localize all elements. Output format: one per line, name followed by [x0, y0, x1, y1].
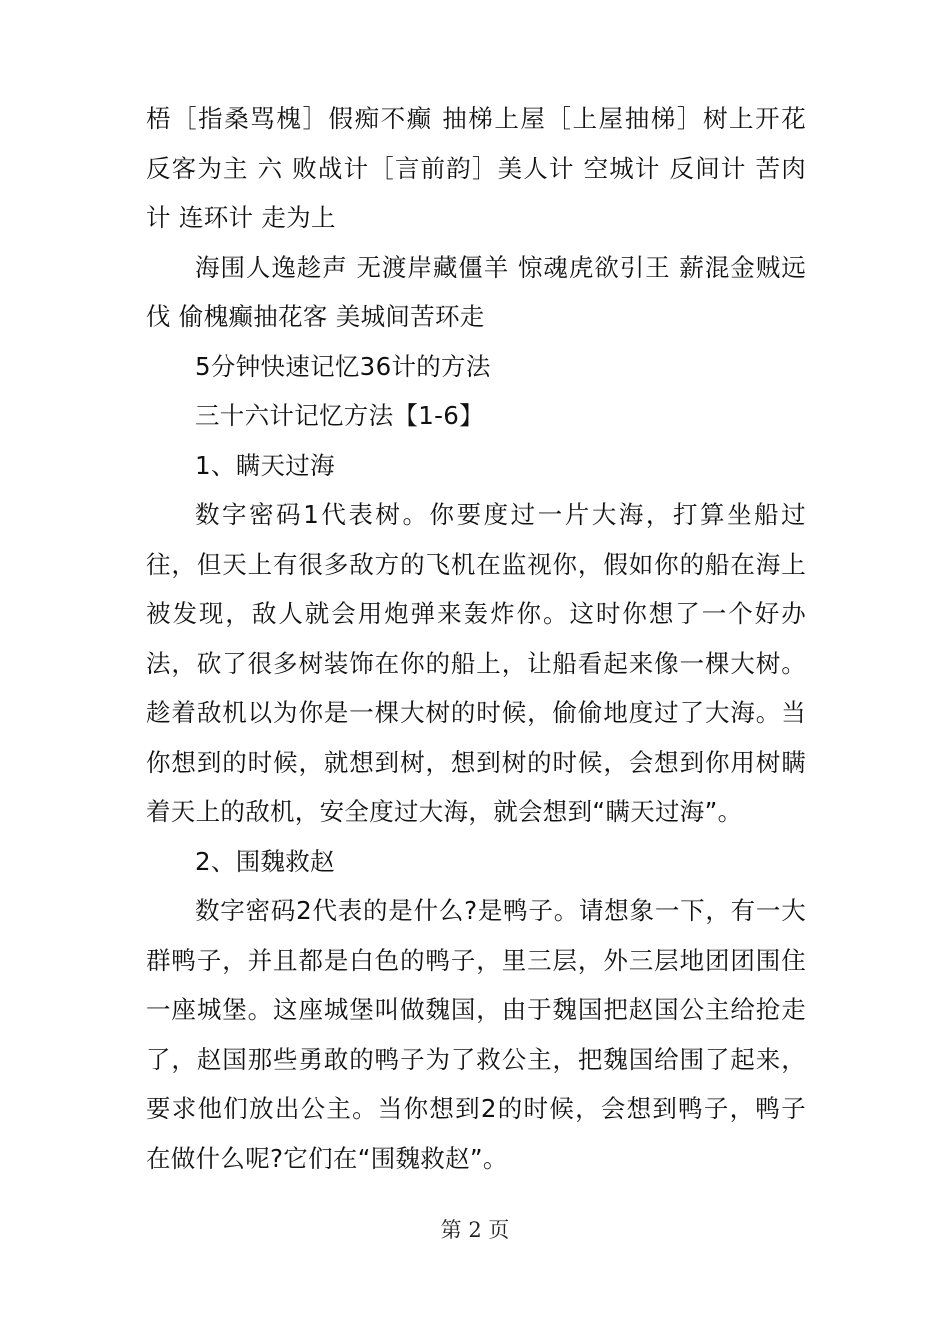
page-number: 第 2 页 [440, 1218, 510, 1242]
paragraph-item-2-title: 2、围魏救赵 [195, 846, 335, 876]
paragraph-section-title: 三十六计记忆方法【1-6】 [195, 401, 484, 430]
paragraph-item-1-title: 1、瞒天过海 [195, 450, 335, 480]
paragraph-heading: 5分钟快速记忆36计的方法 [195, 351, 491, 381]
paragraph-mnemonic: 海围人逸趁声 无渡岸藏僵羊 惊魂虎欲引王 薪混金贼远伐 偷槐癫抽花客 美城间苦环走 [146, 252, 806, 331]
body-text [146, 94, 806, 1183]
paragraph-item-2-body: 数字密码2代表的是什么?是鸭子。请想象一下，有一大群鸭子，并且都是白色的鸭子，里三层，外三层地团团围住一座城堡。这座城堡叫做魏国，由于魏国把赵国公主给抢走了，赵国那些勇敢的鸭子为了救公主，把魏国给围了起来，要求他们放出公主。当你想到2的时候，会想到鸭子，鸭子在做什么呢?它们在“围魏救赵”。 [146, 896, 806, 1173]
paragraph-continuation: 梧［指桑骂槐］假痴不癫 抽梯上屋［上屋抽梯］树上开花 反客为主 六 败战计［言前韵］美人计 空城计 反间计 苦肉计 连环计 走为上 [146, 104, 806, 232]
paragraph-item-1-body: 数字密码1代表树。你要度过一片大海，打算坐船过往，但天上有很多敌方的飞机在监视你，假如你的船在海上被发现，敌人就会用炮弹来轰炸你。这时你想了一个好办法，砍了很多树装饰在你的船上，让船看起来像一棵大树。趁着敌机以为你是一棵大树的时候，偷偷地度过了大海。当你想到的时候，就想到树，想到树的时候，会想到你用树瞒着天上的敌机，安全度过大海，就会想到“瞒天过海”。 [146, 500, 806, 826]
